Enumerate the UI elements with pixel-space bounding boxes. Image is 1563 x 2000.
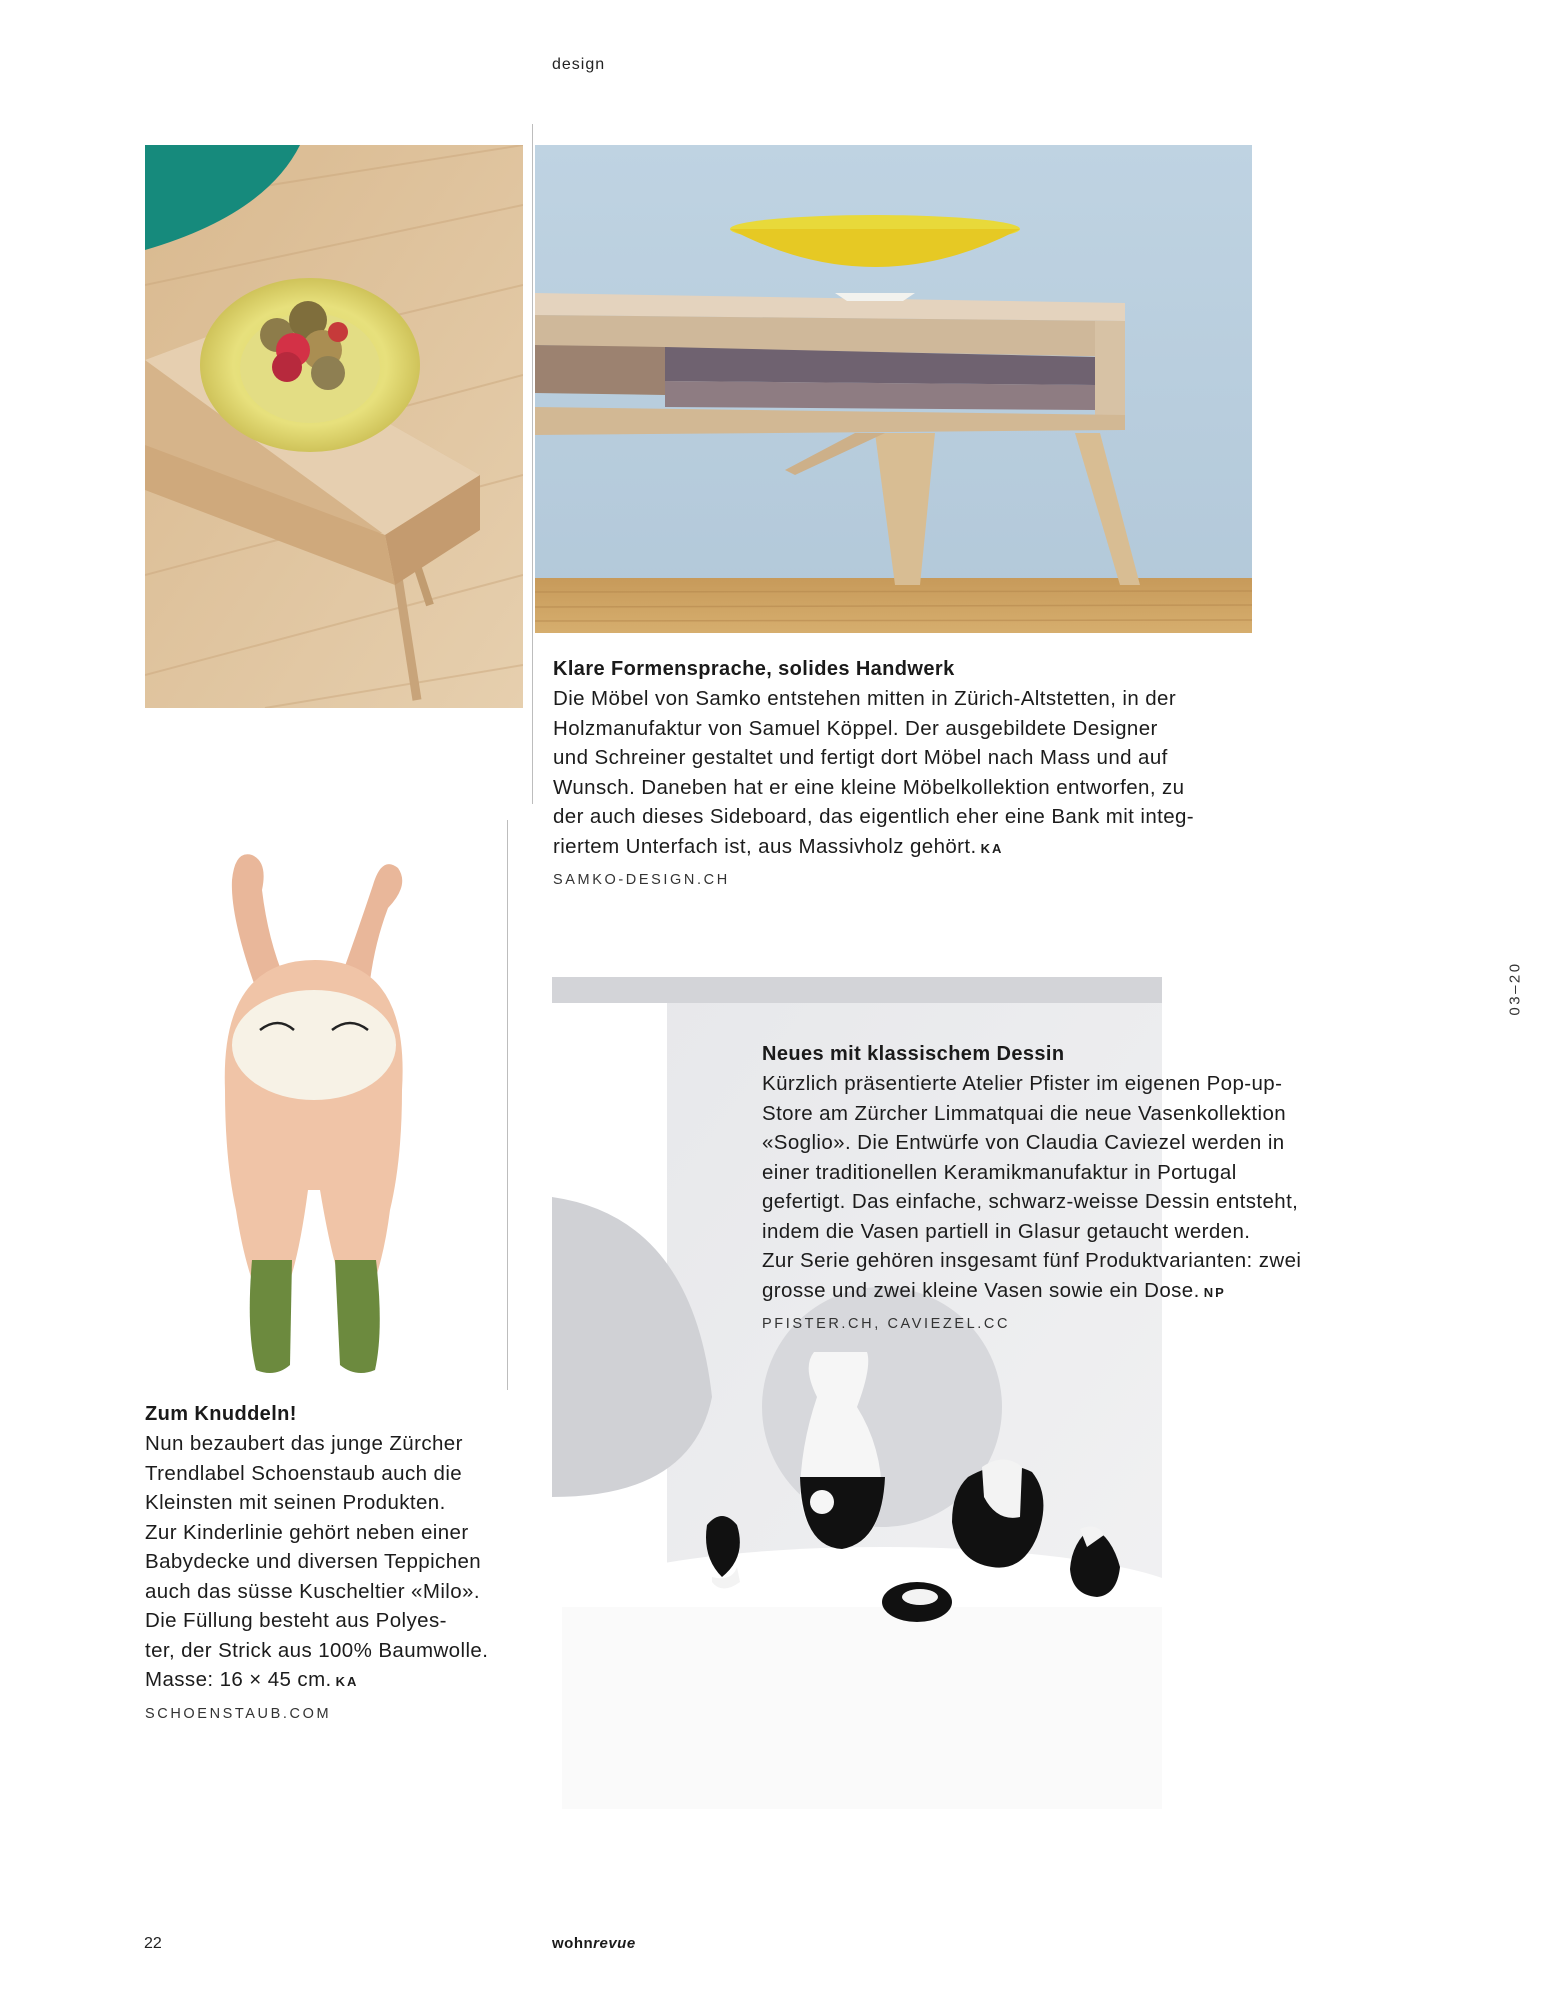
- pfister-caption: [762, 1040, 1352, 1335]
- schoenstaub-title: Zum Knuddeln!: [145, 1403, 297, 1425]
- milo-plush-photo: [190, 830, 430, 1390]
- sideboard-photo: [535, 145, 1252, 633]
- schoenstaub-author: KA: [335, 1674, 359, 1689]
- section-label: design: [552, 56, 606, 73]
- magazine-masthead: wohnrevue: [552, 1935, 636, 1952]
- schoenstaub-caption: [145, 1400, 525, 1725]
- pfister-credit-link[interactable]: PFISTER.CH, CAVIEZEL.CC: [762, 1316, 1011, 1332]
- issue-number: 03–20: [1506, 961, 1524, 1016]
- pfister-body: Kürzlich präsentierte Atelier Pfister im eigenen Pop-up- Store am Zürcher Limmatquai die neue Vasenkollektion «Soglio». Die Entwürfe von Claudia Caviezel werden in einer traditionellen Keramikmanufaktur in Portugal gefertigt. Das einfache, schwarz-weisse Dessin entsteht, indem die Vasen partiell in Glasur getaucht werden. Zur Serie gehören insgesamt fünf Produktvarianten: zwei grosse und zwei kleine Vasen sowie ein Dose. NP: [762, 1072, 1302, 1302]
- pfister-title: Neues mit klassischem Dessin: [762, 1043, 1065, 1065]
- samko-credit-link[interactable]: SAMKO-DESIGN.CH: [553, 872, 730, 888]
- column-divider-top: [532, 124, 533, 804]
- column-divider-bottom: [507, 820, 508, 1390]
- samko-caption: [553, 655, 1253, 891]
- bench-top-view-photo: [145, 145, 523, 708]
- samko-body: Die Möbel von Samko entstehen mitten in Zürich-Altstetten, in der Holzmanufaktur von Samuel Köppel. Der ausgebildete Designer und Schreiner gestaltet und fertigt dort Möbel nach Mass und auf Wunsch. Daneben hat er eine kleine Möbelkollektion entworfen, zu der auch dieses Sideboard, das eigentlich eher eine Bank mit integ- riertem Unterfach ist, aus Massivholz gehört. KA: [553, 687, 1195, 858]
- samko-author: KA: [980, 840, 1004, 856]
- schoenstaub-body: Nun bezaubert das junge Zürcher Trendlabel Schoenstaub auch die Kleinsten mit seinen Produkten. Zur Kinderlinie gehört neben einer Babydecke und diversen Teppichen auch das süsse Kuscheltier «Milo». Die Füllung besteht aus Polyes- ter, der Strick aus 100% Baumwolle. Masse: 16 × 45 cm. KA: [145, 1432, 489, 1691]
- pfister-author: NP: [1203, 1284, 1226, 1300]
- page-number: 22: [144, 1935, 162, 1952]
- samko-title: Klare Formensprache, solides Handwerk: [553, 658, 955, 680]
- schoenstaub-credit-link[interactable]: SCHOENSTAUB.COM: [145, 1705, 332, 1722]
